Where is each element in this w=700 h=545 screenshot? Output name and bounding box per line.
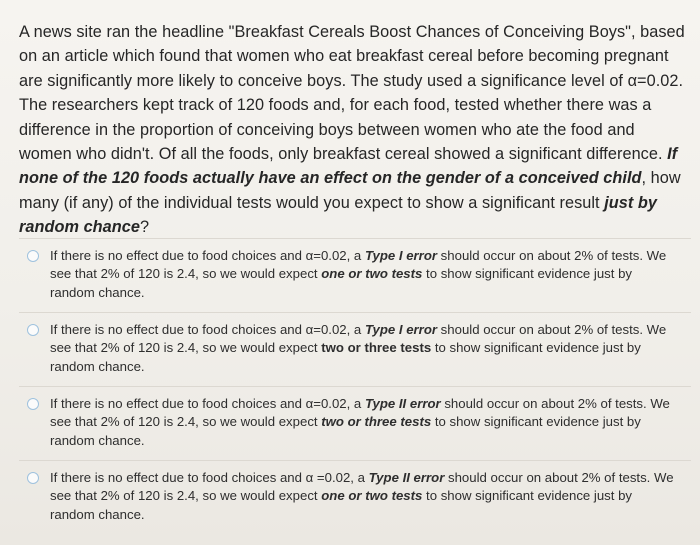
radio-button[interactable]	[27, 250, 39, 262]
option-error-type: Type II error	[364, 396, 441, 411]
divider	[19, 312, 691, 313]
option-error-type: Type I error	[364, 322, 438, 337]
option-error-type: Type II error	[368, 470, 445, 485]
question-part-1: A news site ran the headline "Breakfast Cereals Boost Chances of Conceiving Boys", based on an article which found that women who eat breakfast cereal before becoming pregnant are significantly more likely to conceive boys. The study used a significance level of α=0.02. The researchers kept track of 120 foods and, for each food, tested whether there was a difference in the proportion of conceiving boys between women who ate the food and women who didn't. Of all the foods, only breakfast cereal showed a significant difference.	[19, 23, 685, 164]
option-text-part: to show significant evidence just by random chance.	[50, 340, 641, 374]
answer-option-text	[50, 395, 680, 450]
option-test-count: two or three tests	[321, 414, 432, 430]
answer-option-text	[50, 247, 680, 302]
option-text-part: If there is no effect due to food choices and α=0.02, a	[50, 248, 365, 263]
option-text-part: If there is no effect due to food choices and α=0.02, a	[50, 322, 365, 337]
answer-option-text	[50, 469, 680, 524]
divider	[19, 238, 691, 239]
radio-button[interactable]	[27, 324, 39, 336]
radio-button[interactable]	[27, 472, 39, 484]
option-text-part: should occur on about 2% of tests. We see that 2% of 120 is 2.4, so we would expect	[50, 248, 667, 282]
option-error-type: Type I error	[364, 248, 438, 263]
option-text-part: If there is no effect due to food choices and α=0.02, a	[50, 396, 365, 411]
option-text-part: If there is no effect due to food choices and α =0.02, a	[50, 470, 369, 485]
option-text-part: to show significant evidence just by random chance.	[50, 414, 641, 448]
option-test-count: one or two tests	[321, 266, 423, 282]
option-test-count: two or three tests	[321, 340, 432, 356]
answer-option-text	[50, 321, 680, 376]
question-emphasis-1: If none of the 120 foods actually have an effect on the gender of a conceived child	[19, 145, 678, 188]
option-text-part: should occur on about 2% of tests. We see that 2% of 120 is 2.4, so we would expect	[50, 322, 667, 356]
radio-button[interactable]	[27, 398, 39, 410]
option-test-count: one or two tests	[321, 488, 423, 504]
question-text	[19, 20, 687, 240]
option-text-part: to show significant evidence just by random chance.	[50, 266, 633, 300]
divider	[19, 460, 691, 461]
option-text-part: should occur on about 2% of tests. We see that 2% of 120 is 2.4, so we would expect	[50, 396, 670, 430]
divider	[19, 386, 691, 387]
question-emphasis-2: just by random chance	[19, 193, 658, 237]
option-text-part: to show significant evidence just by random chance.	[50, 488, 633, 522]
question-part-5: ?	[140, 218, 150, 237]
option-text-part: should occur on about 2% of tests. We see that 2% of 120 is 2.4, so we would expect	[50, 470, 674, 504]
question-part-3: , how many (if any) of the individual tests would you expect to show a significant result	[19, 169, 681, 212]
